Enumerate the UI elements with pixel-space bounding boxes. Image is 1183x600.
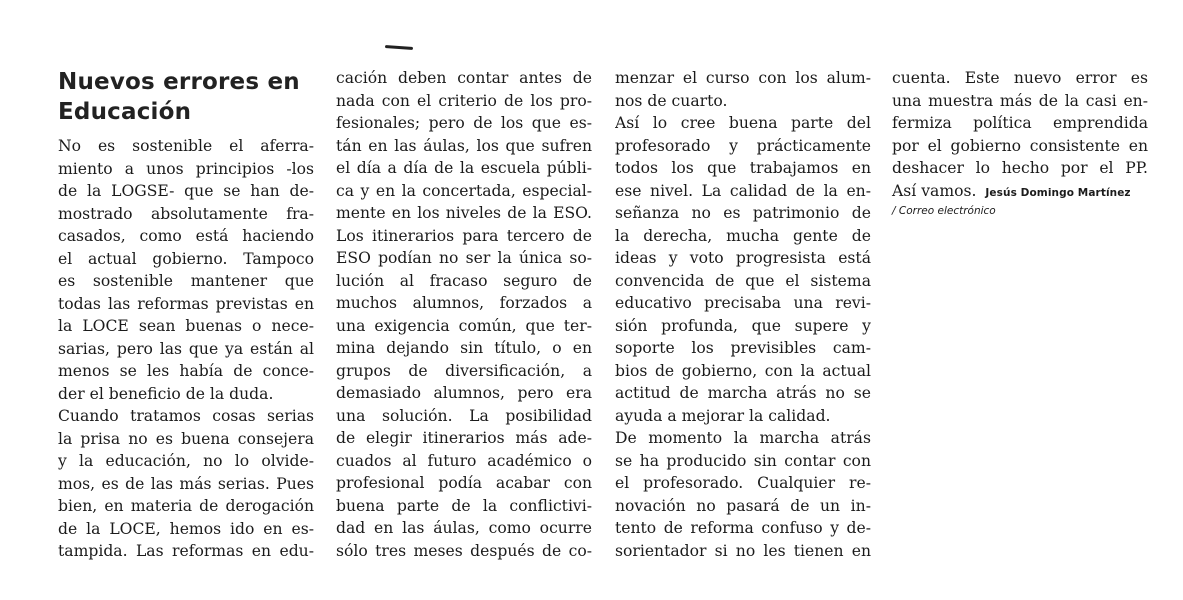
text-line: convencida de que el sistema xyxy=(615,271,871,290)
text-line: una muestra más de la casi en- xyxy=(892,91,1148,110)
text-line: de la LOCE, hemos ido en es- xyxy=(58,519,314,538)
text-line: miento a unos principios -los xyxy=(58,159,314,178)
text-line: menos se les había de conce- xyxy=(58,362,314,380)
headline-line-2: Educación xyxy=(58,99,192,125)
text-line: de elegir itinerarios más ade- xyxy=(336,429,592,447)
article-column-3 xyxy=(615,67,871,562)
text-line: grupos de diversificación, a xyxy=(336,361,592,380)
text-line: educativo precisaba una revi- xyxy=(615,294,871,312)
text-line: deshacer lo hecho por el PP. xyxy=(892,159,1148,177)
author-source: / Correo electrónico xyxy=(892,205,996,217)
text-line: el día a día de la escuela públi- xyxy=(336,159,592,177)
text-line: muchos alumnos, forzados a xyxy=(336,294,592,312)
article-column-2 xyxy=(336,67,592,562)
text-line: todos los que trabajamos en xyxy=(615,159,871,177)
text-line: nos de cuarto. xyxy=(615,91,728,110)
text-line: cuenta. Este nuevo error es xyxy=(892,69,1148,87)
text-line: No es sostenible el aferra- xyxy=(58,137,314,155)
text-line: una exigencia común, que ter- xyxy=(336,316,592,335)
text-line: actitud de marcha atrás no se xyxy=(615,384,871,402)
text-line: lución al fracaso seguro de xyxy=(336,271,592,290)
text-line: tento de reforma confuso y de- xyxy=(615,519,871,537)
text-line: y la educación, no lo olvide- xyxy=(58,452,314,470)
text-line: la prisa no es buena consejera xyxy=(58,429,314,448)
text-line: profesorado y prácticamente xyxy=(615,136,871,155)
text-line: cuados al futuro académico o xyxy=(336,451,592,470)
text-line: mente en los niveles de la ESO. xyxy=(336,204,592,222)
text-line: la LOCE sean buenas o nece- xyxy=(58,317,314,335)
text-line: por el gobierno consistente en xyxy=(892,136,1148,155)
text-line: profesional podía acabar con xyxy=(336,474,592,492)
text-line: bios de gobierno, con la actual xyxy=(615,361,871,380)
article-column-4 xyxy=(892,67,1148,220)
text-line: ideas y voto progresista está xyxy=(615,249,871,267)
text-line: soporte los previsibles cam- xyxy=(615,339,871,357)
text-line: buena parte de la conflictivi- xyxy=(336,496,592,515)
text-line: dad en las áulas, como ocurre xyxy=(336,519,592,537)
text-line: De momento la marcha atrás xyxy=(615,429,871,447)
text-line: tán en las áulas, los que sufren xyxy=(336,136,592,155)
text-line: la derecha, mucha gente de xyxy=(615,226,871,245)
closing-text: Así vamos. xyxy=(892,181,977,200)
text-line: ese nivel. La calidad de la en- xyxy=(615,181,871,200)
text-line: el profesorado. Cualquier re- xyxy=(615,474,871,492)
text-line: tampida. Las reformas en edu- xyxy=(58,542,314,560)
text-line: ESO podían no ser la única so- xyxy=(336,249,592,267)
text-line: ca y en la concertada, especial- xyxy=(336,181,592,200)
text-line: todas las reformas previstas en xyxy=(58,294,314,313)
article-column-1 xyxy=(58,67,314,563)
text-line: menzar el curso con los alum- xyxy=(615,69,871,87)
text-line: mostrado absolutamente fra- xyxy=(58,204,314,223)
text-line: Así lo cree buena parte del xyxy=(615,114,871,132)
text-line: señanza no es patrimonio de xyxy=(615,204,871,222)
text-line: fesionales; pero de los que es- xyxy=(336,114,592,132)
text-line: nada con el criterio de los pro- xyxy=(336,91,592,110)
text-line: sólo tres meses después de co- xyxy=(336,541,592,560)
signature-line xyxy=(892,180,1148,203)
text-line: cación deben contar antes de xyxy=(336,69,592,87)
headline-line-1: Nuevos errores en xyxy=(58,69,300,95)
text-line: es sostenible mantener que xyxy=(58,272,314,290)
text-line: bien, en materia de derogación xyxy=(58,497,314,515)
decorative-dash xyxy=(385,45,413,50)
text-line: casados, como está haciendo xyxy=(58,227,314,245)
text-line: fermiza política emprendida xyxy=(892,114,1148,132)
text-line: de la LOGSE- que se han de- xyxy=(58,182,314,200)
text-line: der el beneficio de la duda. xyxy=(58,384,274,403)
author-name: Jesús Domingo Martínez xyxy=(985,186,1131,199)
text-line: se ha producido sin contar con xyxy=(615,451,871,470)
text-line: sión profunda, que supere y xyxy=(615,316,871,335)
text-line: mina dejando sin título, o en xyxy=(336,339,592,357)
text-line: ayuda a mejorar la calidad. xyxy=(615,406,831,425)
headline xyxy=(58,67,314,127)
text-line: mos, es de las más serias. Pues xyxy=(58,474,314,493)
text-line: sarias, pero las que ya están al xyxy=(58,339,314,358)
text-line: demasiado alumnos, pero era xyxy=(336,384,592,402)
text-line: una solución. La posibilidad xyxy=(336,406,592,425)
text-line: Los itinerarios para tercero de xyxy=(336,226,592,245)
text-line: Cuando tratamos cosas serias xyxy=(58,407,314,425)
text-line: el actual gobierno. Tampoco xyxy=(58,249,314,268)
text-line: sorientador si no les tienen en xyxy=(615,541,871,560)
text-line: novación no pasará de un in- xyxy=(615,496,871,515)
